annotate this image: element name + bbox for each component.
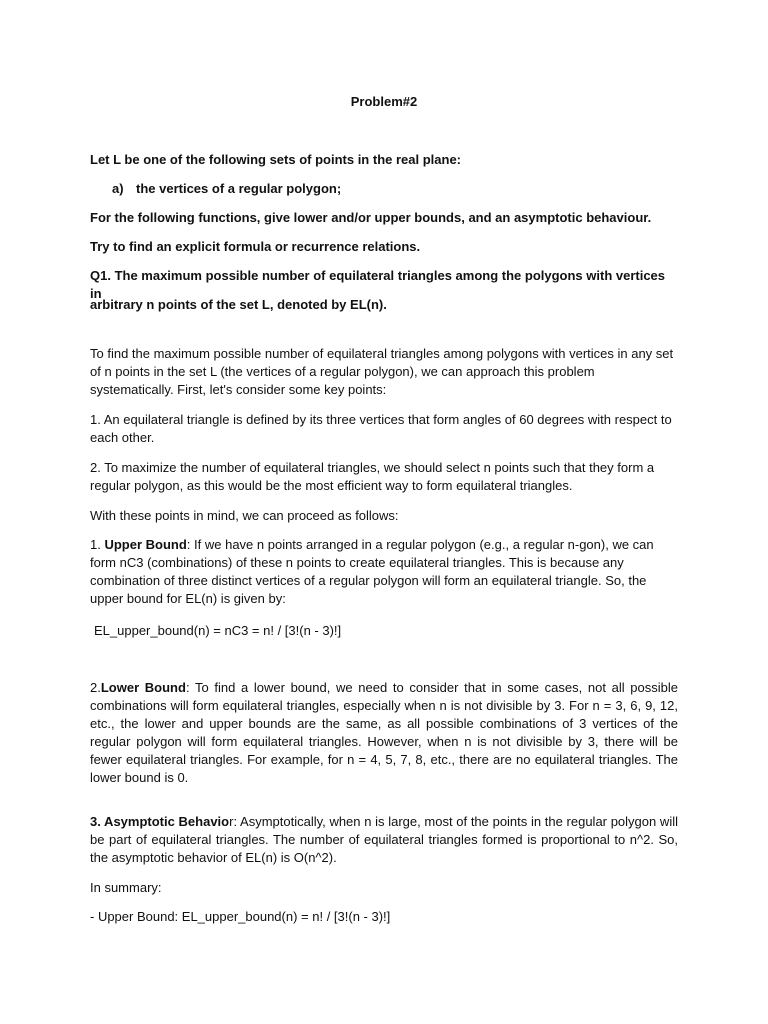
summary-heading: In summary: — [90, 880, 162, 895]
intro-line-2: For the following functions, give lower and/or upper bounds, and an asymptotic behaviour. — [90, 210, 652, 225]
intro-line-1: Let L be one of the following sets of points in the real plane: — [90, 152, 462, 167]
proceed-line: With these points in mind, we can proceed as follows: — [90, 508, 399, 523]
upper-bound-label: Upper Bound — [104, 537, 187, 552]
summary-upper-bound: - Upper Bound: EL_upper_bound(n) = n! / [3!(n - 3)!] — [90, 909, 391, 924]
paragraph-intro: To find the maximum possible number of equilateral triangles among polygons with vertices in any set of n points in the set L (the vertices of a regular polygon), we can approach this problem systematically. First, let's consider some key points: — [90, 346, 674, 397]
upper-bound-paragraph — [90, 536, 678, 608]
list-item-a — [90, 180, 700, 198]
key-point-2: 2. To maximize the number of equilateral triangles, we should select n points such that they form a regular polygon, as this would be the most efficient way to form equilateral triangles. — [90, 460, 655, 493]
lower-bound-label: Lower Bound — [100, 680, 186, 695]
list-item-a-label: a) — [112, 181, 124, 196]
key-point-1: 1. An equilateral triangle is defined by its three vertices that form angles of 60 degrees with respect to each other. — [90, 412, 672, 445]
lower-bound-paragraph — [90, 679, 678, 787]
upper-bound-formula: EL_upper_bound(n) = nC3 = n! / [3!(n - 3)!] — [94, 623, 342, 638]
question-1-line-2: arbitrary n points of the set L, denoted by EL(n). — [90, 297, 387, 312]
intro-line-3: Try to find an explicit formula or recurrence relations. — [90, 239, 421, 254]
question-1-line-1: Q1. The maximum possible number of equilateral triangles among the polygons with vertices in — [90, 268, 666, 301]
asymptotic-label: 3. Asymptotic Behavio — [90, 814, 230, 829]
lower-bound-text: : To find a lower bound, we need to consider that in some cases, not all possible combinations will form equilateral triangles, especially when n is not divisible by 3. For n = 3, 6, 9, 12, etc., the lower and upper bounds are the same, as all possible combinations of 3 vertices of the regular polygon will form equilateral triangles. However, when n is not divisible by 3, there will be fewer equilateral triangles. For example, for n = 4, 5, 7, 8, etc., there are no equilateral triangles. The lower bound is 0. — [90, 680, 678, 785]
asymptotic-paragraph — [90, 813, 678, 867]
list-item-a-text: the vertices of a regular polygon; — [136, 181, 342, 196]
document-page — [90, 0, 678, 1024]
upper-bound-text: : If we have n points arranged in a regular polygon (e.g., a regular n-gon), we can form nC3 (combinations) of these n points to create equilateral triangles. This is because any combination of three distinct vertices of a regular polygon will form an equilateral triangle. So, the upper bound for EL(n) is given by: — [90, 537, 654, 606]
upper-bound-prefix: 1. — [90, 537, 105, 552]
asymptotic-text: r: Asymptotically, when n is large, most of the points in the regular polygon will be part of equilateral triangles. The number of equilateral triangles formed is proportional to n^2. So, the asymptotic behavior of EL(n) is O(n^2). — [90, 814, 678, 865]
page-title: Problem#2 — [350, 94, 418, 109]
lower-bound-prefix: 2. — [90, 680, 101, 695]
